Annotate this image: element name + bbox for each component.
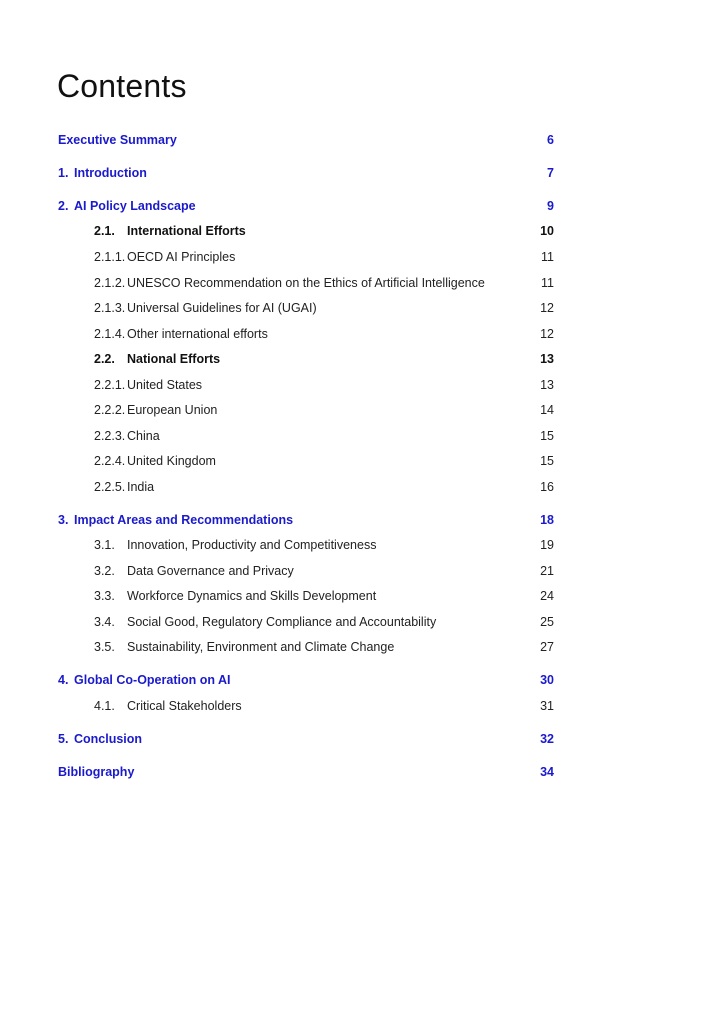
toc-entry-page: 15 [540,429,554,443]
toc-entry-innovation[interactable] [94,535,554,555]
toc-entry-page: 11 [541,250,554,264]
toc-entry-number: 3. [58,513,69,527]
toc-entry-global-cooperation[interactable] [58,670,554,690]
toc-entry-label: Universal Guidelines for AI (UGAI) [127,301,317,315]
toc-entry-number: 3.5. [94,640,115,654]
toc-entry-page: 18 [540,513,554,527]
toc-entry-sustainability[interactable] [94,637,554,657]
toc-entry-other-international-efforts[interactable] [94,324,554,344]
toc-entry-page: 12 [540,301,554,315]
toc-entry-label: United Kingdom [127,454,216,468]
toc-entry-label: Impact Areas and Recommendations [74,513,294,527]
toc-entry-label: Sustainability, Environment and Climate Change [127,640,395,654]
toc-entry-page: 19 [540,538,554,552]
toc-entry-label: AI Policy Landscape [74,199,196,213]
toc-entry-label: European Union [127,403,218,417]
toc-entry-page: 27 [540,640,554,654]
toc-entry-label: Other international efforts [127,327,268,341]
toc-entry-page: 10 [540,224,554,238]
toc-entry-number: 4.1. [94,699,115,713]
toc-entry-workforce-dynamics[interactable] [94,586,554,606]
toc-entry-label: Critical Stakeholders [127,699,242,713]
toc-entry-european-union[interactable] [94,400,554,420]
toc-entry-unesco-recommendation[interactable] [94,273,554,293]
toc-entry-oecd-ai-principles[interactable] [94,247,554,267]
toc-entry-data-governance[interactable] [94,561,554,581]
toc-entry-page: 34 [540,765,554,779]
toc-entry-number: 2. [58,199,69,213]
toc-entry-critical-stakeholders[interactable] [94,696,554,716]
toc-entry-page: 30 [540,673,554,687]
toc-entry-number: 2.2.2. [94,403,126,417]
toc-entry-label: OECD AI Principles [127,250,236,264]
toc-entry-social-good[interactable] [94,612,554,632]
toc-entry-label: UNESCO Recommendation on the Ethics of Artificial Intelligence [127,276,485,290]
toc-entry-page: 31 [540,699,554,713]
toc-entry-label: Bibliography [58,765,135,779]
toc-entry-page: 14 [540,403,554,417]
toc-entry-ai-policy-landscape[interactable] [58,196,554,216]
toc-entry-introduction[interactable] [58,163,554,183]
toc-entry-page: 9 [547,199,554,213]
toc-entry-label: International Efforts [127,224,246,238]
toc-entry-page: 16 [540,480,554,494]
toc-entry-page: 12 [540,327,554,341]
toc-entry-page: 6 [547,133,554,147]
toc-entry-executive-summary[interactable] [58,130,554,150]
toc-entry-bibliography[interactable] [58,762,554,782]
toc-entry-number: 1. [58,166,69,180]
toc-entry-number: 2.1.4. [94,327,126,341]
toc-entry-united-kingdom[interactable] [94,451,554,471]
toc-entry-number: 4. [58,673,69,687]
toc-entry-number: 3.2. [94,564,115,578]
toc-entry-page: 21 [540,564,554,578]
toc-entry-page: 15 [540,454,554,468]
toc-entry-label: Data Governance and Privacy [127,564,294,578]
toc-entry-label: Introduction [74,166,147,180]
toc-entry-number: 2.1.2. [94,276,126,290]
toc-entry-label: India [127,480,155,494]
toc-entry-label: Global Co-Operation on AI [74,673,231,687]
toc-entry-page: 11 [541,276,554,290]
toc-entry-page: 24 [540,589,554,603]
toc-entry-number: 3.4. [94,615,115,629]
page-title: Contents [57,68,187,104]
toc-entry-number: 2.1. [94,224,115,238]
toc-entry-universal-guidelines[interactable] [94,298,554,318]
toc-entry-united-states[interactable] [94,375,554,395]
toc-entry-number: 2.1.3. [94,301,126,315]
toc-entry-number: 3.1. [94,538,115,552]
toc-entry-label: Conclusion [74,732,143,746]
toc-entry-number: 2.2.4. [94,454,126,468]
toc-entry-page: 25 [540,615,554,629]
toc-entry-national-efforts[interactable] [94,349,554,369]
toc-entry-number: 2.2.1. [94,378,126,392]
toc-entry-international-efforts[interactable] [94,221,554,241]
toc-entry-china[interactable] [94,426,554,446]
toc-entry-impact-areas[interactable] [58,510,554,530]
toc-entry-india[interactable] [94,477,554,497]
toc-entry-label: Workforce Dynamics and Skills Development [127,589,377,603]
toc-entry-number: 2.2.3. [94,429,126,443]
toc-entry-label: China [127,429,160,443]
toc-entry-page: 13 [540,352,554,366]
toc-entry-number: 5. [58,732,69,746]
toc-entry-number: 2.2.5. [94,480,126,494]
toc-entry-label: National Efforts [127,352,221,366]
toc-entry-label: Innovation, Productivity and Competitiveness [127,538,377,552]
toc-entry-page: 7 [547,166,554,180]
toc-entry-number: 3.3. [94,589,115,603]
toc-entry-label: Social Good, Regulatory Compliance and Accountability [127,615,437,629]
toc-entry-page: 13 [540,378,554,392]
toc-entry-page: 32 [540,732,554,746]
toc-entry-number: 2.2. [94,352,115,366]
toc-entry-number: 2.1.1. [94,250,126,264]
toc-entry-label: Executive Summary [58,133,177,147]
toc-entry-conclusion[interactable] [58,729,554,749]
toc-entry-label: United States [127,378,203,392]
